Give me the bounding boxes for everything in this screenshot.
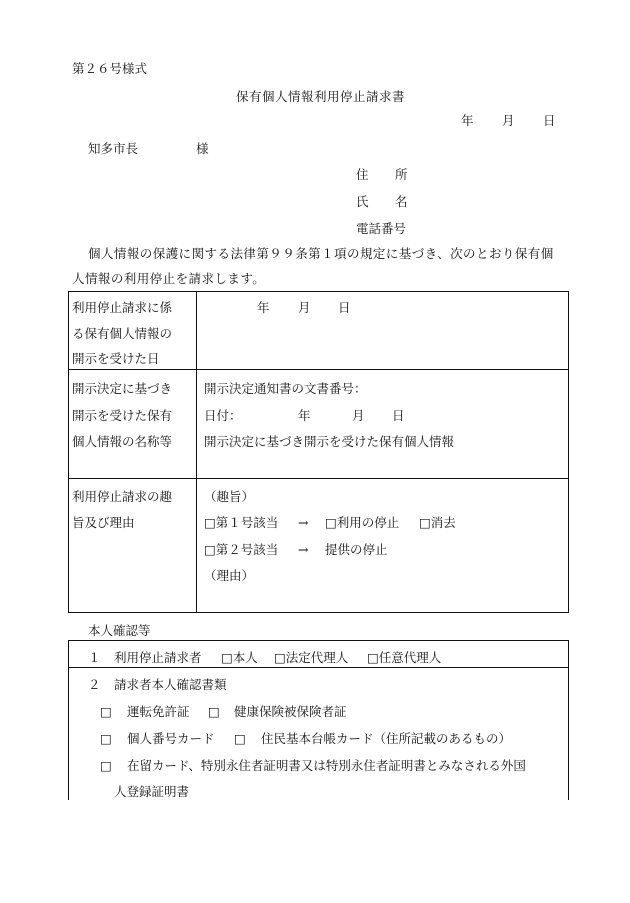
row2-month: 月 [352, 408, 365, 423]
identity-right-border [568, 640, 569, 800]
residence-card-label-line-1: 在留カード、特別永住者証明書又は特別永住者証明書とみなされる外国 [127, 758, 526, 773]
health-insurance-label: 健康保険被保険者証 [234, 704, 347, 719]
identity-left-border [68, 640, 69, 800]
residence-card-label-line-2: 人登録証明書 [114, 784, 190, 799]
identity-top-border [68, 640, 569, 641]
requester-phone-label: 電話番号 [356, 221, 407, 236]
recipient-name: 知多市長 [88, 141, 139, 156]
table-row-divider-2 [68, 478, 569, 479]
row1-year: 年 [257, 300, 270, 315]
recipient-honorific: 様 [196, 141, 209, 156]
residence-card-checkbox[interactable]: □ [100, 758, 112, 773]
item2-number: ２ [88, 677, 101, 692]
row3-label-line-2: 旨及び理由 [72, 515, 135, 530]
row2-day: 日 [392, 408, 405, 423]
option-stop-use-checkbox[interactable]: □利用の停止 [325, 515, 400, 530]
identity-row-divider [68, 667, 569, 668]
item1-label: 利用停止請求者 [114, 650, 202, 665]
option-stop-provision-text: 提供の停止 [325, 542, 388, 557]
row1-label-line-3: 開示を受けた日 [72, 351, 160, 366]
row1-day: 日 [338, 300, 351, 315]
requester-legal-agent-checkbox[interactable]: □法定代理人 [274, 650, 349, 665]
row3-reason-heading: （理由） [204, 568, 255, 583]
date-year: 年 [461, 113, 474, 128]
driver-license-checkbox[interactable]: □ [100, 704, 112, 719]
arrow-icon: → [298, 515, 309, 530]
row3-purpose-heading: （趣旨） [204, 489, 255, 504]
date-day: 日 [543, 113, 556, 128]
row2-label-line-1: 開示決定に基づき [72, 381, 173, 396]
resident-card-label: 住民基本台帳カード（住所記載のあるもの） [261, 731, 512, 746]
row1-label-line-1: 利用停止請求に係 [72, 300, 173, 315]
row2-date-label: 日付： [204, 408, 242, 423]
intro-line-2: 人情報の利用停止を請求します。 [72, 271, 266, 286]
requester-name-label-a: 氏 [356, 194, 369, 209]
item2-label: 請求者本人確認書類 [114, 677, 227, 692]
driver-license-label: 運転免許証 [127, 704, 190, 719]
intro-line-1: 個人情報の保護に関する法律第９９条第１項の規定に基づき、次のとおり保有個 [88, 246, 554, 261]
row2-year: 年 [298, 408, 311, 423]
health-insurance-checkbox[interactable]: □ [208, 704, 220, 719]
option-clause-1-checkbox[interactable]: □第１号該当 [204, 515, 279, 530]
form-number: 第２６号様式 [72, 61, 148, 76]
table-column-divider [196, 291, 197, 613]
option-clause-2-checkbox[interactable]: □第２号該当 [204, 542, 279, 557]
row2-doc-number-label: 開示決定通知書の文書番号： [204, 381, 367, 396]
date-month: 月 [502, 113, 515, 128]
row1-label-line-2: る保有個人情報の [72, 326, 173, 341]
requester-voluntary-agent-checkbox[interactable]: □任意代理人 [367, 650, 442, 665]
my-number-card-label: 個人番号カード [127, 731, 215, 746]
row2-label-line-2: 開示を受けた保有 [72, 408, 173, 423]
row2-info-label: 開示決定に基づき開示を受けた保有個人情報 [204, 434, 455, 449]
requester-address-label-b: 所 [395, 167, 408, 182]
option-delete-checkbox[interactable]: □消去 [419, 515, 456, 530]
row2-label-line-3: 個人情報の名称等 [72, 434, 173, 449]
my-number-card-checkbox[interactable]: □ [100, 731, 112, 746]
resident-card-checkbox[interactable]: □ [234, 731, 246, 746]
row1-month: 月 [298, 300, 311, 315]
row3-label-line-1: 利用停止請求の趣 [72, 489, 173, 504]
page-title: 保有個人情報利用停止請求書 [236, 89, 406, 104]
requester-self-checkbox[interactable]: □本人 [221, 650, 258, 665]
arrow-icon: → [298, 542, 309, 557]
table-row-divider-1 [68, 369, 569, 370]
item1-number: １ [88, 650, 101, 665]
identity-heading: 本人確認等 [88, 623, 151, 638]
requester-name-label-b: 名 [395, 194, 408, 209]
requester-address-label-a: 住 [356, 167, 369, 182]
